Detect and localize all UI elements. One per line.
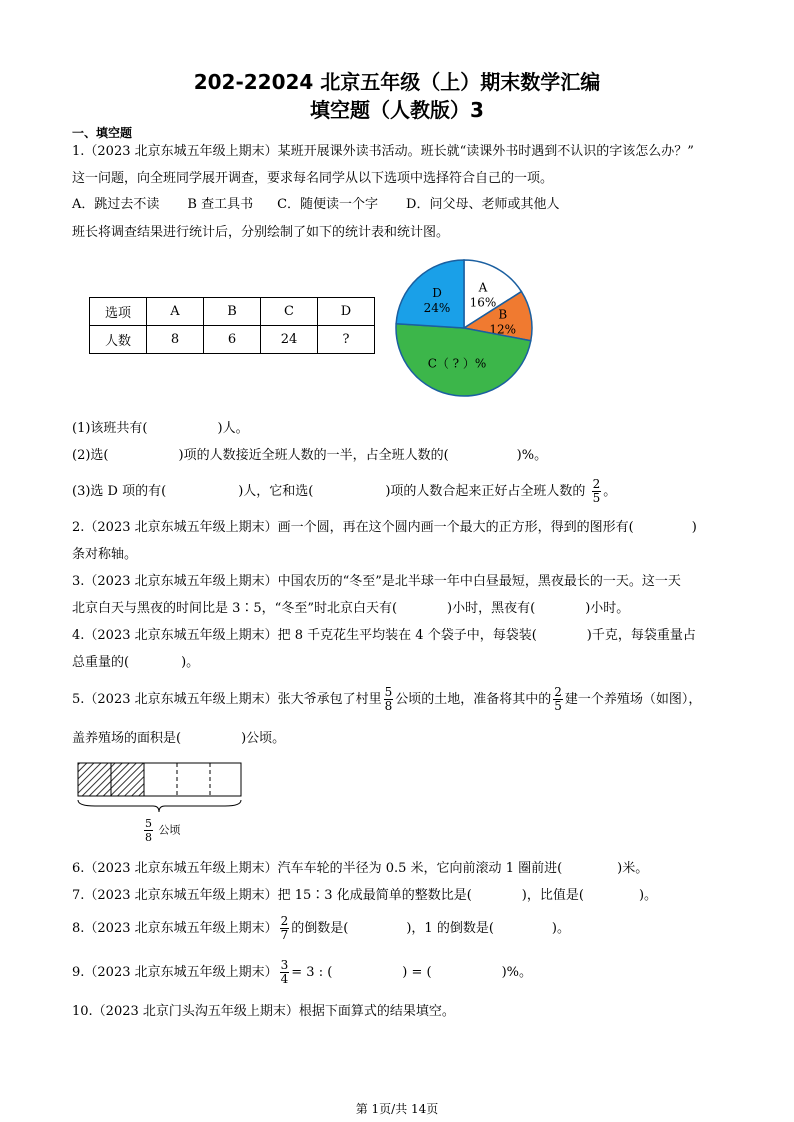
fraction-numerator: 2 [592, 477, 601, 491]
q5-text-e: )公顷。 [241, 731, 286, 746]
pie-value-b: 12% [489, 322, 517, 337]
table-cell: 选项 [90, 298, 147, 326]
table-cell: 24 [261, 326, 318, 354]
fraction [280, 915, 290, 942]
q9-text-d: )%。 [501, 965, 533, 980]
q1-sub-1 [72, 420, 249, 438]
fraction-numerator: 5 [145, 817, 152, 830]
section-heading: 一、填空题 [72, 126, 133, 140]
pie-value-d: 24% [423, 301, 451, 316]
title-line-1: 202-22024 北京五年级（上）期末数学汇编 [193, 70, 601, 94]
fraction-denominator: 8 [384, 699, 393, 713]
q1-options [72, 196, 559, 214]
q1-sub-3 [72, 478, 616, 505]
table-cell: 6 [204, 326, 261, 354]
q7-text-a: 7.（2023 北京东城五年级上期末）把 15∶3 化成最简单的整数比是( [72, 888, 472, 903]
q1-sub3-text-c: )项的人数合起来正好占全班人数的 [385, 484, 586, 499]
fraction-numerator: 5 [384, 685, 393, 699]
q4-line-2 [72, 654, 199, 672]
q9-text-b: = 3 : ( [291, 965, 333, 980]
q1-option-c: C．随便读一个字 [277, 197, 379, 212]
q4-text-c: 总重量的( [72, 655, 130, 670]
pie-label-d: D [432, 286, 442, 301]
q5-line-2 [72, 730, 285, 748]
q1-option-a: A．跳过去不读 [72, 197, 160, 212]
q10-line: 10.（2023 北京门头沟五年级上期末）根据下面算式的结果填空。 [72, 1004, 455, 1019]
q1-sub3-end: 。 [603, 484, 617, 499]
q5-text-b: 公顷的土地，准备将其中的 [395, 692, 552, 707]
fraction-denominator: 8 [145, 831, 152, 844]
figure-label-unit: 公顷 [158, 823, 181, 837]
q6-text-a: 6.（2023 北京东城五年级上期末）汽车车轮的半径为 0.5 米，它向前滚动 1 圈前进( [72, 861, 563, 876]
fraction-numerator: 3 [280, 958, 289, 972]
q3-text-a: 北京白天与黑夜的时间比是 3∶5，“冬至”时北京白天有( [72, 601, 398, 616]
page-footer: 第 1页/共 14页 [355, 1102, 439, 1116]
fraction-denominator: 7 [280, 928, 289, 942]
q3-line-1: 3.（2023 北京东城五年级上期末）中国农历的“冬至”是北半球一年中白昼最短，黑夜最长的一天。这一天 [72, 574, 681, 589]
q1-sub2-text-c: )%。 [516, 448, 548, 463]
table-cell: C [261, 298, 318, 326]
fraction-denominator: 4 [280, 972, 289, 986]
q2-text-b: ) [691, 520, 697, 535]
q6-text-b: )米。 [617, 861, 649, 876]
fraction-numerator: 2 [554, 685, 562, 699]
q4-text-d: )。 [181, 655, 200, 670]
pie-label-a: A [478, 280, 488, 295]
table-row [90, 326, 375, 354]
title-line-2: 填空题（人教版）3 [310, 98, 484, 122]
q1-line-2: 这一问题，向全班同学展开调查，要求每名同学从以下选项中选择符合自己的一项。 [72, 171, 554, 186]
q5-line-1 [72, 686, 701, 713]
q3-text-c: )小时。 [585, 601, 630, 616]
fraction [280, 959, 290, 986]
q9-text-a: 9.（2023 北京东城五年级上期末） [72, 965, 278, 980]
q1-line-4: 班长将调查结果进行统计后，分别绘制了如下的统计表和统计图。 [72, 225, 450, 240]
table-cell: B [204, 298, 261, 326]
figure-label [142, 817, 181, 844]
q5-text-c: 建一个养殖场（如图）， [564, 692, 702, 707]
table-cell: D [318, 298, 375, 326]
statistics-table [89, 297, 375, 354]
q1-sub1-text-a: (1)该班共有( [72, 421, 148, 436]
q1-line-1: 1.（2023 北京东城五年级上期末）某班开展课外读书活动。班长就“读课外书时遇到不认识的字该怎么办？” [72, 144, 694, 159]
table-cell: A [147, 298, 204, 326]
table-cell: 人数 [90, 326, 147, 354]
q8-text-c: )，1 的倒数是( [406, 921, 494, 936]
q7-text-b: )，比值是( [521, 888, 584, 903]
pie-value-a: 16% [469, 295, 497, 310]
q7-text-c: )。 [638, 888, 658, 903]
q3-line-2 [72, 600, 629, 618]
shaded-part-1 [78, 763, 111, 796]
q5-text-d: 盖养殖场的面积是( [72, 731, 182, 746]
q1-sub1-text-b: )人。 [217, 421, 249, 436]
q2-text-a: 2.（2023 北京东城五年级上期末）画一个圆，再在这个圆内画一个最大的正方形，得到的图形有( [72, 520, 634, 535]
table-cell: ? [318, 326, 375, 354]
q1-option-b: B 查工具书 [187, 197, 254, 212]
q4-line-1 [72, 627, 696, 645]
q1-sub-2 [72, 447, 547, 465]
pie-slice-d [396, 260, 464, 328]
fraction [592, 478, 602, 505]
fraction [384, 686, 394, 713]
brace [78, 800, 241, 812]
fraction [144, 817, 153, 844]
q1-sub2-text-b: )项的人数接近全班人数的一半，占全班人数的( [178, 448, 449, 463]
shaded-part-2 [111, 763, 144, 796]
q9-line [72, 959, 532, 986]
q9-text-c: ) = ( [402, 965, 432, 980]
pie-label-c: C（ ? ）% [427, 356, 487, 371]
pie-label-b: B [498, 307, 508, 322]
q8-text-d: )。 [551, 921, 570, 936]
pie-chart [392, 258, 542, 398]
q8-text-b: 的倒数是( [291, 921, 349, 936]
q6-line [72, 860, 648, 878]
q1-sub2-text-a: (2)选( [72, 448, 109, 463]
fraction-denominator: 5 [592, 491, 601, 505]
q2-line-2: 条对称轴。 [72, 547, 138, 562]
q4-text-a: 4.（2023 北京东城五年级上期末）把 8 千克花生平均装在 4 个袋子中，每袋装( [72, 628, 537, 643]
q3-text-b: )小时，黑夜有( [447, 601, 536, 616]
table-header-row [90, 298, 375, 326]
q1-sub3-text-b: )人，它和选( [238, 484, 314, 499]
q7-line [72, 887, 657, 905]
fraction [553, 686, 563, 713]
q1-sub3-text-a: (3)选 D 项的有( [72, 484, 167, 499]
table-cell: 8 [147, 326, 204, 354]
q1-option-d: D．问父母、老师或其他人 [406, 197, 560, 212]
q4-text-b: )千克，每袋重量占 [586, 628, 696, 643]
fraction-denominator: 5 [554, 699, 562, 713]
fraction-numerator: 2 [280, 914, 289, 928]
q2-line-1 [72, 519, 697, 537]
q8-line [72, 915, 570, 942]
q5-text-a: 5.（2023 北京东城五年级上期末）张大爷承包了村里 [72, 692, 382, 707]
q8-text-a: 8.（2023 北京东城五年级上期末） [72, 921, 278, 936]
